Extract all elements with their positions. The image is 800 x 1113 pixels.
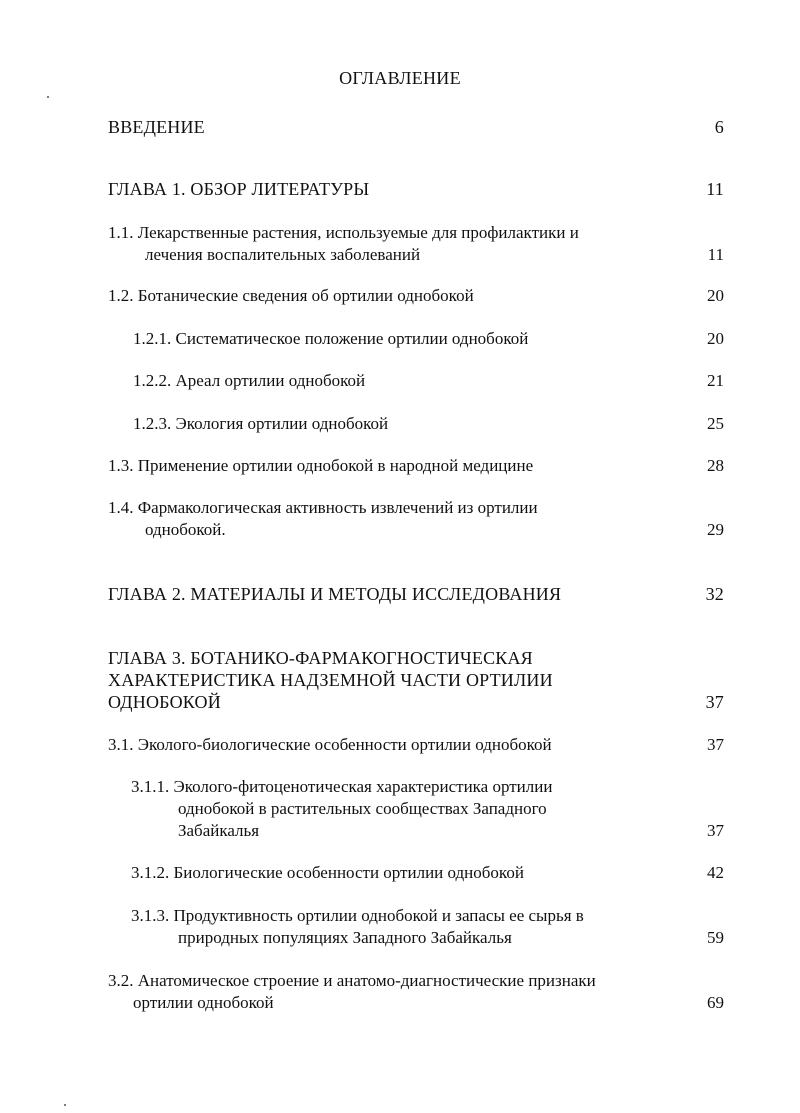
toc-entry-line: Забайкалья (178, 821, 260, 840)
toc-entry-1-2-1 (133, 328, 724, 350)
toc-entry-introduction (108, 116, 724, 138)
toc-entry-line: ОДНОБОКОЙ (108, 692, 221, 712)
toc-entry-line: 1.2. Ботанические сведения об ортилии однобокой (108, 286, 474, 305)
toc-entry-chapter-3 (108, 647, 724, 713)
toc-entry-3-2 (108, 970, 724, 1014)
toc-entry-1-1 (108, 222, 724, 266)
toc-entry-1-2-2 (133, 370, 724, 392)
toc-entry-line: 1.1. Лекарственные растения, используемые для профилактики и (108, 223, 579, 242)
toc-entry-chapter-1 (108, 178, 724, 200)
toc-page-number: 59 (707, 928, 724, 947)
toc-entry-line: лечения воспалительных заболеваний (145, 245, 421, 264)
toc-page-number: 32 (705, 584, 724, 604)
toc-entry-line: 3.2. Анатомическое строение и анатомо-диагностические признаки (108, 971, 596, 990)
toc-page-number: 69 (707, 993, 724, 1012)
toc-page-number: 29 (707, 520, 724, 539)
toc-entry-1-3 (108, 455, 724, 477)
toc-page-number: 37 (707, 735, 724, 754)
toc-entry-line: ГЛАВА 2. МАТЕРИАЛЫ И МЕТОДЫ ИССЛЕДОВАНИЯ (108, 584, 562, 604)
scan-speck (47, 96, 49, 98)
toc-entry-line: однобокой в растительных сообществах Западного (178, 799, 547, 818)
page-title: ОГЛАВЛЕНИЕ (339, 68, 461, 88)
toc-page-number: 11 (707, 245, 724, 264)
toc-page-number: 6 (714, 117, 724, 137)
toc-page-number: 11 (706, 179, 724, 199)
toc-entry-1-4 (108, 497, 724, 541)
scan-speck (64, 1104, 66, 1106)
toc-entry-3-1-1 (131, 776, 724, 842)
toc-entry-3-1-3 (131, 905, 724, 949)
toc-page-number: 37 (707, 821, 724, 840)
toc-entry-line: 1.2.1. Систематическое положение ортилии однобокой (133, 329, 529, 348)
toc-page-number: 37 (705, 692, 724, 712)
toc-entry-line: 1.2.2. Ареал ортилии однобокой (133, 371, 366, 390)
toc-entry-line: 3.1. Эколого-биологические особенности ортилии однобокой (108, 735, 552, 754)
toc-page-number: 42 (707, 863, 724, 882)
toc-entry-line: ГЛАВА 1. ОБЗОР ЛИТЕРАТУРЫ (108, 179, 370, 199)
toc-entry-1-2 (108, 285, 724, 307)
toc-page-number: 20 (707, 329, 724, 348)
toc-entry-line: ВВЕДЕНИЕ (108, 117, 205, 137)
toc-entry-line: природных популяциях Западного Забайкалья (178, 928, 512, 947)
toc-entry-line: 1.3. Применение ортилии однобокой в народной медицине (108, 456, 534, 475)
toc-entry-line: 3.1.3. Продуктивность ортилии однобокой и запасы ее сырья в (131, 906, 584, 925)
toc-page-number: 21 (707, 371, 724, 390)
toc-page-number: 25 (707, 414, 724, 433)
toc-entry-1-2-3 (133, 413, 724, 435)
toc-page-number: 20 (707, 286, 724, 305)
toc-page-number: 28 (707, 456, 724, 475)
toc-entry-line: 3.1.1. Эколого-фитоценотическая характеристика ортилии (131, 777, 553, 796)
toc-entry-line: ГЛАВА 3. БОТАНИКО-ФАРМАКОГНОСТИЧЕСКАЯ (108, 648, 533, 668)
toc-entry-line: 3.1.2. Биологические особенности ортилии однобокой (131, 863, 524, 882)
toc-entry-line: 1.2.3. Экология ортилии однобокой (133, 414, 389, 433)
toc-entry-3-1 (108, 734, 724, 756)
toc-entry-line: 1.4. Фармакологическая активность извлечений из ортилии (108, 498, 538, 517)
toc-entry-3-1-2 (131, 862, 724, 884)
toc-entry-line: ХАРАКТЕРИСТИКА НАДЗЕМНОЙ ЧАСТИ ОРТИЛИИ (108, 670, 553, 690)
toc-entry-line: однобокой. (145, 520, 226, 539)
toc-entry-line: ортилии однобокой (133, 993, 274, 1012)
toc-entry-chapter-2 (108, 583, 724, 605)
